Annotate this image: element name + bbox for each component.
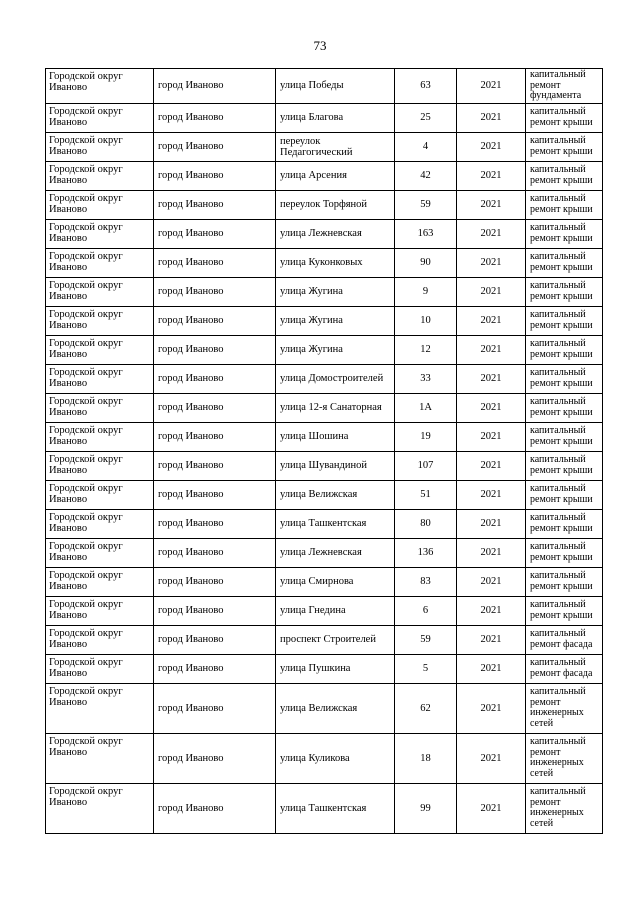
settlement-cell: город Иваново (154, 190, 276, 219)
settlement-cell: город Иваново (154, 161, 276, 190)
street-cell: улица Велижская (276, 480, 395, 509)
house-number-cell: 33 (395, 364, 457, 393)
year-cell: 2021 (457, 335, 526, 364)
table-row (46, 480, 603, 509)
municipality-cell: Городской округ Иваново (46, 306, 154, 335)
municipality-cell: Городской округ Иваново (46, 161, 154, 190)
year-cell: 2021 (457, 422, 526, 451)
municipality-cell: Городской округ Иваново (46, 219, 154, 248)
house-number-cell: 63 (395, 69, 457, 104)
municipality-cell: Городской округ Иваново (46, 69, 154, 104)
street-cell: улица Ташкентская (276, 509, 395, 538)
house-number-cell: 51 (395, 480, 457, 509)
street-cell: улица Жугина (276, 277, 395, 306)
municipality-cell: Городской округ Иваново (46, 509, 154, 538)
table-row (46, 132, 603, 161)
table-row (46, 783, 603, 833)
house-number-cell: 136 (395, 538, 457, 567)
table-row (46, 393, 603, 422)
settlement-cell: город Иваново (154, 69, 276, 104)
table-row (46, 422, 603, 451)
municipality-cell: Городской округ Иваново (46, 683, 154, 733)
work-type-cell: капитальный ремонт крыши (526, 161, 603, 190)
table-row (46, 248, 603, 277)
settlement-cell: город Иваново (154, 335, 276, 364)
house-number-cell: 25 (395, 103, 457, 132)
house-number-cell: 12 (395, 335, 457, 364)
year-cell: 2021 (457, 248, 526, 277)
table-row (46, 306, 603, 335)
settlement-cell: город Иваново (154, 364, 276, 393)
municipality-cell: Городской округ Иваново (46, 393, 154, 422)
settlement-cell: город Иваново (154, 132, 276, 161)
work-type-cell: капитальный ремонт инженерных сетей (526, 683, 603, 733)
work-type-cell: капитальный ремонт крыши (526, 509, 603, 538)
work-type-cell: капитальный ремонт крыши (526, 538, 603, 567)
settlement-cell: город Иваново (154, 277, 276, 306)
street-cell: улица Арсения (276, 161, 395, 190)
municipality-cell: Городской округ Иваново (46, 654, 154, 683)
settlement-cell: город Иваново (154, 422, 276, 451)
year-cell: 2021 (457, 683, 526, 733)
settlement-cell: город Иваново (154, 306, 276, 335)
street-cell: улица Куконковых (276, 248, 395, 277)
year-cell: 2021 (457, 654, 526, 683)
table-row (46, 509, 603, 538)
municipality-cell: Городской округ Иваново (46, 103, 154, 132)
page-number: 73 (313, 38, 327, 53)
municipality-cell: Городской округ Иваново (46, 248, 154, 277)
street-cell: улица Жугина (276, 306, 395, 335)
street-cell: улица Куликова (276, 733, 395, 783)
house-number-cell: 4 (395, 132, 457, 161)
street-cell: улица 12-я Санаторная (276, 393, 395, 422)
municipality-cell: Городской округ Иваново (46, 451, 154, 480)
municipality-cell: Городской округ Иваново (46, 596, 154, 625)
work-type-cell: капитальный ремонт крыши (526, 103, 603, 132)
table-row (46, 69, 603, 104)
work-type-cell: капитальный ремонт крыши (526, 219, 603, 248)
house-number-cell: 10 (395, 306, 457, 335)
settlement-cell: город Иваново (154, 451, 276, 480)
work-type-cell: капитальный ремонт крыши (526, 480, 603, 509)
settlement-cell: город Иваново (154, 393, 276, 422)
table-row (46, 596, 603, 625)
table-row (46, 161, 603, 190)
work-type-cell: капитальный ремонт крыши (526, 393, 603, 422)
table-row (46, 683, 603, 733)
house-number-cell: 90 (395, 248, 457, 277)
house-number-cell: 19 (395, 422, 457, 451)
repair-register-table (45, 68, 603, 834)
street-cell: улица Пушкина (276, 654, 395, 683)
year-cell: 2021 (457, 306, 526, 335)
work-type-cell: капитальный ремонт крыши (526, 596, 603, 625)
settlement-cell: город Иваново (154, 219, 276, 248)
street-cell: улица Гнедина (276, 596, 395, 625)
street-cell: улица Шувандиной (276, 451, 395, 480)
house-number-cell: 59 (395, 625, 457, 654)
year-cell: 2021 (457, 132, 526, 161)
house-number-cell: 163 (395, 219, 457, 248)
house-number-cell: 6 (395, 596, 457, 625)
work-type-cell: капитальный ремонт крыши (526, 132, 603, 161)
year-cell: 2021 (457, 596, 526, 625)
year-cell: 2021 (457, 364, 526, 393)
year-cell: 2021 (457, 625, 526, 654)
year-cell: 2021 (457, 480, 526, 509)
municipality-cell: Городской округ Иваново (46, 277, 154, 306)
municipality-cell: Городской округ Иваново (46, 132, 154, 161)
street-cell: переулок Торфяной (276, 190, 395, 219)
settlement-cell: город Иваново (154, 509, 276, 538)
settlement-cell: город Иваново (154, 683, 276, 733)
work-type-cell: капитальный ремонт крыши (526, 422, 603, 451)
year-cell: 2021 (457, 451, 526, 480)
street-cell: переулок Педагогический (276, 132, 395, 161)
settlement-cell: город Иваново (154, 567, 276, 596)
year-cell: 2021 (457, 190, 526, 219)
work-type-cell: капитальный ремонт крыши (526, 567, 603, 596)
work-type-cell: капитальный ремонт крыши (526, 451, 603, 480)
work-type-cell: капитальный ремонт крыши (526, 364, 603, 393)
year-cell: 2021 (457, 567, 526, 596)
settlement-cell: город Иваново (154, 248, 276, 277)
table-row (46, 733, 603, 783)
street-cell: улица Лежневская (276, 219, 395, 248)
house-number-cell: 107 (395, 451, 457, 480)
table-row (46, 219, 603, 248)
year-cell: 2021 (457, 733, 526, 783)
table-body (46, 69, 603, 834)
street-cell: улица Жугина (276, 335, 395, 364)
settlement-cell: город Иваново (154, 480, 276, 509)
table-row (46, 190, 603, 219)
house-number-cell: 80 (395, 509, 457, 538)
year-cell: 2021 (457, 509, 526, 538)
year-cell: 2021 (457, 161, 526, 190)
settlement-cell: город Иваново (154, 733, 276, 783)
table-row (46, 625, 603, 654)
street-cell: улица Победы (276, 69, 395, 104)
house-number-cell: 1А (395, 393, 457, 422)
street-cell: улица Смирнова (276, 567, 395, 596)
street-cell: улица Велижская (276, 683, 395, 733)
street-cell: улица Домостроителей (276, 364, 395, 393)
municipality-cell: Городской округ Иваново (46, 783, 154, 833)
street-cell: улица Ташкентская (276, 783, 395, 833)
municipality-cell: Городской округ Иваново (46, 567, 154, 596)
house-number-cell: 99 (395, 783, 457, 833)
year-cell: 2021 (457, 393, 526, 422)
house-number-cell: 59 (395, 190, 457, 219)
municipality-cell: Городской округ Иваново (46, 190, 154, 219)
house-number-cell: 62 (395, 683, 457, 733)
work-type-cell: капитальный ремонт крыши (526, 190, 603, 219)
work-type-cell: капитальный ремонт крыши (526, 248, 603, 277)
table-row (46, 103, 603, 132)
table-row (46, 364, 603, 393)
work-type-cell: капитальный ремонт фасада (526, 654, 603, 683)
table-row (46, 654, 603, 683)
street-cell: улица Благова (276, 103, 395, 132)
work-type-cell: капитальный ремонт фундамента (526, 69, 603, 104)
house-number-cell: 83 (395, 567, 457, 596)
settlement-cell: город Иваново (154, 625, 276, 654)
municipality-cell: Городской округ Иваново (46, 422, 154, 451)
table-row (46, 335, 603, 364)
house-number-cell: 18 (395, 733, 457, 783)
work-type-cell: капитальный ремонт крыши (526, 335, 603, 364)
municipality-cell: Городской округ Иваново (46, 625, 154, 654)
settlement-cell: город Иваново (154, 654, 276, 683)
municipality-cell: Городской округ Иваново (46, 364, 154, 393)
year-cell: 2021 (457, 103, 526, 132)
street-cell: улица Шошина (276, 422, 395, 451)
municipality-cell: Городской округ Иваново (46, 335, 154, 364)
street-cell: улица Лежневская (276, 538, 395, 567)
table-row (46, 451, 603, 480)
year-cell: 2021 (457, 783, 526, 833)
settlement-cell: город Иваново (154, 783, 276, 833)
work-type-cell: капитальный ремонт крыши (526, 306, 603, 335)
settlement-cell: город Иваново (154, 538, 276, 567)
table-row (46, 538, 603, 567)
table-row (46, 277, 603, 306)
work-type-cell: капитальный ремонт фасада (526, 625, 603, 654)
house-number-cell: 9 (395, 277, 457, 306)
work-type-cell: капитальный ремонт инженерных сетей (526, 783, 603, 833)
work-type-cell: капитальный ремонт крыши (526, 277, 603, 306)
year-cell: 2021 (457, 538, 526, 567)
house-number-cell: 5 (395, 654, 457, 683)
settlement-cell: город Иваново (154, 596, 276, 625)
municipality-cell: Городской округ Иваново (46, 733, 154, 783)
year-cell: 2021 (457, 69, 526, 104)
house-number-cell: 42 (395, 161, 457, 190)
work-type-cell: капитальный ремонт инженерных сетей (526, 733, 603, 783)
municipality-cell: Городской округ Иваново (46, 480, 154, 509)
year-cell: 2021 (457, 219, 526, 248)
municipality-cell: Городской округ Иваново (46, 538, 154, 567)
year-cell: 2021 (457, 277, 526, 306)
table-row (46, 567, 603, 596)
street-cell: проспект Строителей (276, 625, 395, 654)
settlement-cell: город Иваново (154, 103, 276, 132)
